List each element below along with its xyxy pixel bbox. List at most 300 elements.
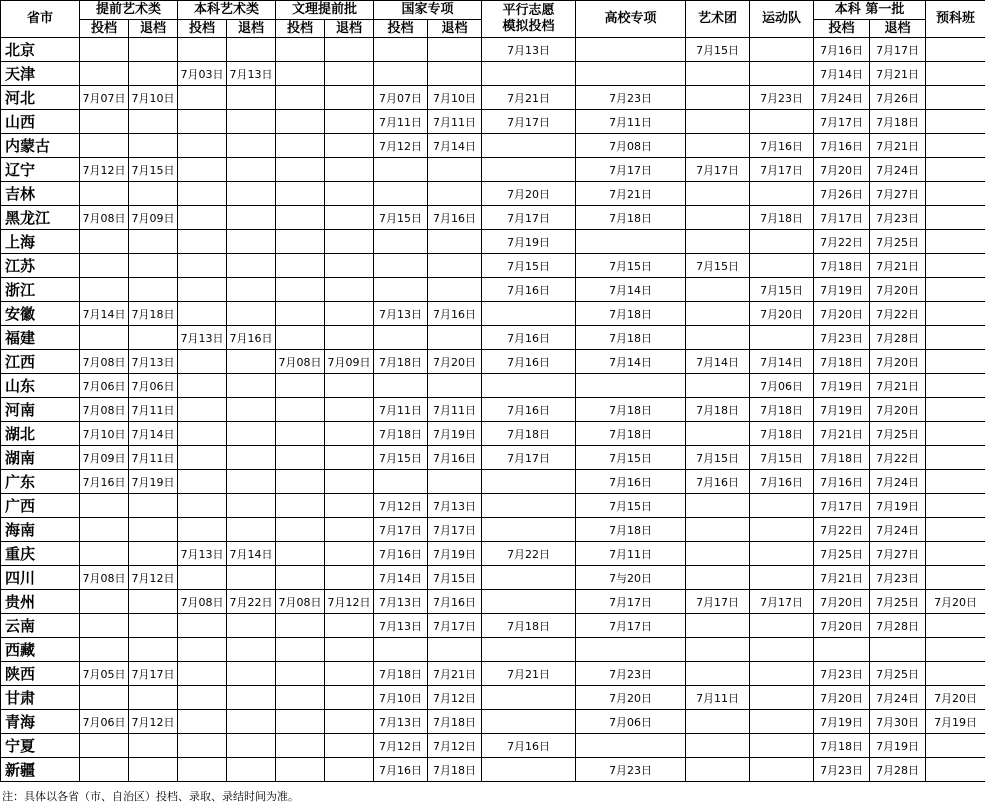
- date-cell: [686, 374, 750, 398]
- date-cell: [325, 326, 374, 350]
- province-cell: 宁夏: [1, 734, 80, 758]
- date-cell: [129, 686, 178, 710]
- header-liberal-early: 文理提前批: [276, 1, 374, 20]
- date-cell: [926, 758, 985, 782]
- date-cell: [129, 38, 178, 62]
- date-cell: 7月14日: [814, 62, 870, 86]
- date-cell: [178, 638, 227, 662]
- date-cell: 7月19日: [814, 374, 870, 398]
- date-cell: [686, 614, 750, 638]
- date-cell: 7月14日: [80, 302, 129, 326]
- date-cell: 7月12日: [325, 590, 374, 614]
- date-cell: [178, 350, 227, 374]
- date-cell: [276, 158, 325, 182]
- province-cell: 云南: [1, 614, 80, 638]
- date-cell: [178, 206, 227, 230]
- date-cell: [129, 230, 178, 254]
- header-college-special: 高校专项: [576, 1, 686, 38]
- header-art-troupe: 艺术团: [686, 1, 750, 38]
- date-cell: [227, 374, 276, 398]
- date-cell: 7月15日: [482, 254, 576, 278]
- date-cell: 7月17日: [129, 662, 178, 686]
- date-cell: 7月27日: [870, 542, 926, 566]
- date-cell: 7月21日: [482, 662, 576, 686]
- date-cell: [227, 446, 276, 470]
- date-cell: [325, 494, 374, 518]
- date-cell: [276, 686, 325, 710]
- date-cell: [178, 518, 227, 542]
- date-cell: 7月17日: [374, 518, 428, 542]
- province-cell: 天津: [1, 62, 80, 86]
- date-cell: 7月13日: [178, 326, 227, 350]
- date-cell: [814, 638, 870, 662]
- date-cell: 7月13日: [374, 710, 428, 734]
- date-cell: [227, 614, 276, 638]
- date-cell: [325, 398, 374, 422]
- subheader-submit: 投档: [814, 20, 870, 38]
- province-cell: 福建: [1, 326, 80, 350]
- date-cell: [576, 38, 686, 62]
- date-cell: [80, 230, 129, 254]
- date-cell: 7月08日: [80, 206, 129, 230]
- date-cell: [227, 182, 276, 206]
- table-row: [1, 158, 985, 182]
- table-row: [1, 662, 985, 686]
- date-cell: 7月11日: [576, 542, 686, 566]
- date-cell: 7月17日: [428, 614, 482, 638]
- date-cell: [926, 230, 985, 254]
- date-cell: [482, 62, 576, 86]
- date-cell: 7月21日: [870, 134, 926, 158]
- table-row: [1, 590, 985, 614]
- date-cell: 7月20日: [750, 302, 814, 326]
- province-cell: 上海: [1, 230, 80, 254]
- date-cell: [482, 638, 576, 662]
- header-prep: 预科班: [926, 1, 985, 38]
- date-cell: 7月16日: [428, 590, 482, 614]
- province-cell: 黑龙江: [1, 206, 80, 230]
- date-cell: [129, 326, 178, 350]
- date-cell: 7月16日: [482, 350, 576, 374]
- date-cell: [686, 230, 750, 254]
- province-cell: 西藏: [1, 638, 80, 662]
- date-cell: [325, 158, 374, 182]
- table-row: [1, 326, 985, 350]
- date-cell: 7月13日: [428, 494, 482, 518]
- date-cell: [325, 662, 374, 686]
- date-cell: [276, 206, 325, 230]
- date-cell: [80, 542, 129, 566]
- date-cell: 7月19日: [428, 542, 482, 566]
- date-cell: 7月06日: [80, 710, 129, 734]
- date-cell: [227, 638, 276, 662]
- date-cell: 7月06日: [129, 374, 178, 398]
- date-cell: [686, 206, 750, 230]
- date-cell: 7月28日: [870, 614, 926, 638]
- date-cell: 7月17日: [814, 110, 870, 134]
- date-cell: 7月15日: [750, 446, 814, 470]
- date-cell: 7月20日: [428, 350, 482, 374]
- date-cell: [750, 494, 814, 518]
- date-cell: [325, 422, 374, 446]
- date-cell: [926, 398, 985, 422]
- date-cell: 7月17日: [686, 158, 750, 182]
- date-cell: 7月17日: [576, 614, 686, 638]
- date-cell: 7月18日: [576, 206, 686, 230]
- date-cell: 7月18日: [428, 758, 482, 782]
- date-cell: [276, 182, 325, 206]
- date-cell: [325, 230, 374, 254]
- date-cell: 7月08日: [178, 590, 227, 614]
- date-cell: [178, 614, 227, 638]
- table-row: [1, 470, 985, 494]
- date-cell: [80, 494, 129, 518]
- date-cell: [276, 38, 325, 62]
- date-cell: [428, 278, 482, 302]
- header-art-early: 提前艺术类: [80, 1, 178, 20]
- date-cell: 7月18日: [129, 302, 178, 326]
- date-cell: 7月16日: [750, 470, 814, 494]
- date-cell: [325, 254, 374, 278]
- date-cell: [325, 710, 374, 734]
- date-cell: 7月21日: [428, 662, 482, 686]
- date-cell: [325, 374, 374, 398]
- date-cell: [178, 422, 227, 446]
- date-cell: [325, 638, 374, 662]
- date-cell: [276, 662, 325, 686]
- date-cell: 7月16日: [227, 326, 276, 350]
- date-cell: [227, 134, 276, 158]
- date-cell: 7月16日: [428, 206, 482, 230]
- date-cell: 7月21日: [482, 86, 576, 110]
- date-cell: [750, 686, 814, 710]
- date-cell: 7月25日: [870, 230, 926, 254]
- date-cell: [325, 542, 374, 566]
- date-cell: [750, 254, 814, 278]
- date-cell: 7月17日: [428, 518, 482, 542]
- date-cell: 7月15日: [129, 158, 178, 182]
- date-cell: [325, 758, 374, 782]
- table-row: [1, 350, 985, 374]
- table-row: [1, 566, 985, 590]
- date-cell: [227, 710, 276, 734]
- date-cell: 7月20日: [926, 686, 985, 710]
- date-cell: 7月18日: [576, 422, 686, 446]
- province-cell: 辽宁: [1, 158, 80, 182]
- date-cell: [750, 662, 814, 686]
- date-cell: [227, 758, 276, 782]
- date-cell: [325, 110, 374, 134]
- date-cell: [428, 254, 482, 278]
- date-cell: [129, 590, 178, 614]
- date-cell: [870, 638, 926, 662]
- date-cell: 7月18日: [814, 446, 870, 470]
- date-cell: [227, 662, 276, 686]
- date-cell: [276, 734, 325, 758]
- date-cell: 7月17日: [482, 446, 576, 470]
- date-cell: 7月21日: [870, 254, 926, 278]
- date-cell: 7月10日: [80, 422, 129, 446]
- date-cell: 7月11日: [686, 686, 750, 710]
- date-cell: 7月06日: [80, 374, 129, 398]
- date-cell: 7月12日: [374, 134, 428, 158]
- province-cell: 内蒙古: [1, 134, 80, 158]
- date-cell: 7月24日: [870, 518, 926, 542]
- date-cell: [750, 734, 814, 758]
- date-cell: [276, 110, 325, 134]
- table-row: [1, 398, 985, 422]
- date-cell: 7月10日: [129, 86, 178, 110]
- date-cell: 7月12日: [129, 566, 178, 590]
- province-cell: 湖南: [1, 446, 80, 470]
- date-cell: 7月16日: [814, 38, 870, 62]
- date-cell: 7月16日: [482, 398, 576, 422]
- date-cell: 7月20日: [870, 278, 926, 302]
- date-cell: 7月15日: [686, 254, 750, 278]
- date-cell: 7与20日: [576, 566, 686, 590]
- date-cell: [428, 326, 482, 350]
- date-cell: [276, 638, 325, 662]
- date-cell: 7月09日: [80, 446, 129, 470]
- date-cell: [576, 230, 686, 254]
- date-cell: 7月23日: [576, 758, 686, 782]
- date-cell: 7月20日: [870, 350, 926, 374]
- date-cell: 7月17日: [814, 494, 870, 518]
- date-cell: 7月20日: [814, 158, 870, 182]
- date-cell: [374, 278, 428, 302]
- date-cell: 7月16日: [814, 470, 870, 494]
- table-row: [1, 302, 985, 326]
- date-cell: [374, 38, 428, 62]
- date-cell: 7月27日: [870, 182, 926, 206]
- province-cell: 陕西: [1, 662, 80, 686]
- date-cell: 7月20日: [926, 590, 985, 614]
- date-cell: [686, 758, 750, 782]
- date-cell: 7月25日: [870, 422, 926, 446]
- date-cell: [482, 518, 576, 542]
- province-cell: 广东: [1, 470, 80, 494]
- date-cell: [80, 614, 129, 638]
- date-cell: [276, 614, 325, 638]
- date-cell: 7月13日: [129, 350, 178, 374]
- date-cell: 7月20日: [814, 302, 870, 326]
- date-cell: 7月14日: [227, 542, 276, 566]
- date-cell: [686, 710, 750, 734]
- date-cell: [80, 590, 129, 614]
- date-cell: 7月22日: [227, 590, 276, 614]
- date-cell: 7月18日: [870, 110, 926, 134]
- date-cell: 7月16日: [686, 470, 750, 494]
- table-row: [1, 230, 985, 254]
- date-cell: [276, 422, 325, 446]
- date-cell: 7月20日: [870, 398, 926, 422]
- date-cell: 7月12日: [129, 710, 178, 734]
- date-cell: 7月22日: [814, 230, 870, 254]
- date-cell: [926, 110, 985, 134]
- date-cell: 7月13日: [227, 62, 276, 86]
- subheader-return: 退档: [129, 20, 178, 38]
- date-cell: 7月19日: [814, 398, 870, 422]
- header-parallel-line1: 平行志愿: [502, 3, 555, 18]
- date-cell: [576, 734, 686, 758]
- date-cell: [686, 182, 750, 206]
- date-cell: 7月18日: [428, 710, 482, 734]
- date-cell: [276, 374, 325, 398]
- date-cell: 7月08日: [80, 398, 129, 422]
- date-cell: [926, 542, 985, 566]
- date-cell: [926, 374, 985, 398]
- date-cell: 7月28日: [870, 326, 926, 350]
- date-cell: 7月20日: [576, 686, 686, 710]
- date-cell: 7月22日: [870, 302, 926, 326]
- date-cell: 7月13日: [178, 542, 227, 566]
- date-cell: 7月21日: [870, 374, 926, 398]
- date-cell: 7月10日: [428, 86, 482, 110]
- date-cell: 7月14日: [576, 278, 686, 302]
- date-cell: [325, 86, 374, 110]
- date-cell: 7月24日: [870, 470, 926, 494]
- header-national-special: 国家专项: [374, 1, 482, 20]
- table-row: [1, 614, 985, 638]
- date-cell: [129, 182, 178, 206]
- date-cell: 7月16日: [814, 134, 870, 158]
- date-cell: 7月21日: [814, 422, 870, 446]
- province-cell: 重庆: [1, 542, 80, 566]
- date-cell: [750, 758, 814, 782]
- date-cell: 7月19日: [482, 230, 576, 254]
- date-cell: 7月25日: [870, 590, 926, 614]
- date-cell: 7月20日: [482, 182, 576, 206]
- date-cell: 7月28日: [870, 758, 926, 782]
- header-parallel-line2: 模拟投档: [502, 19, 555, 34]
- date-cell: [428, 230, 482, 254]
- date-cell: [750, 230, 814, 254]
- date-cell: [926, 158, 985, 182]
- date-cell: 7月16日: [750, 134, 814, 158]
- date-cell: [178, 182, 227, 206]
- date-cell: [686, 542, 750, 566]
- date-cell: [325, 206, 374, 230]
- date-cell: 7月06日: [576, 710, 686, 734]
- date-cell: [276, 518, 325, 542]
- date-cell: [482, 566, 576, 590]
- date-cell: [374, 182, 428, 206]
- date-cell: 7月17日: [576, 590, 686, 614]
- table-row: [1, 542, 985, 566]
- subheader-return: 退档: [325, 20, 374, 38]
- date-cell: [227, 350, 276, 374]
- date-cell: [129, 542, 178, 566]
- table-row: [1, 110, 985, 134]
- date-cell: [686, 494, 750, 518]
- subheader-return: 退档: [227, 20, 276, 38]
- date-cell: [926, 494, 985, 518]
- date-cell: [178, 710, 227, 734]
- date-cell: 7月14日: [576, 350, 686, 374]
- date-cell: 7月09日: [129, 206, 178, 230]
- date-cell: [926, 734, 985, 758]
- table-row: [1, 374, 985, 398]
- date-cell: [227, 110, 276, 134]
- table-row: [1, 446, 985, 470]
- date-cell: [325, 734, 374, 758]
- date-cell: [129, 638, 178, 662]
- date-cell: 7月19日: [814, 710, 870, 734]
- province-cell: 吉林: [1, 182, 80, 206]
- date-cell: [482, 494, 576, 518]
- header-art-undergrad: 本科艺术类: [178, 1, 276, 20]
- date-cell: 7月18日: [576, 518, 686, 542]
- table-row: [1, 38, 985, 62]
- date-cell: [325, 134, 374, 158]
- date-cell: [374, 158, 428, 182]
- date-cell: 7月14日: [428, 134, 482, 158]
- date-cell: [374, 374, 428, 398]
- date-cell: [374, 470, 428, 494]
- date-cell: [178, 254, 227, 278]
- date-cell: [129, 62, 178, 86]
- date-cell: 7月18日: [750, 206, 814, 230]
- date-cell: [686, 86, 750, 110]
- date-cell: 7月18日: [750, 422, 814, 446]
- date-cell: [926, 662, 985, 686]
- date-cell: [686, 518, 750, 542]
- date-cell: 7月12日: [80, 158, 129, 182]
- date-cell: [227, 38, 276, 62]
- date-cell: [178, 374, 227, 398]
- date-cell: 7月21日: [814, 566, 870, 590]
- date-cell: 7月19日: [870, 494, 926, 518]
- date-cell: 7月15日: [686, 38, 750, 62]
- province-cell: 山东: [1, 374, 80, 398]
- date-cell: [325, 470, 374, 494]
- date-cell: [178, 446, 227, 470]
- date-cell: [178, 86, 227, 110]
- date-cell: 7月15日: [374, 446, 428, 470]
- date-cell: 7月12日: [428, 734, 482, 758]
- date-cell: [325, 566, 374, 590]
- date-cell: 7月16日: [374, 758, 428, 782]
- date-cell: [276, 254, 325, 278]
- date-cell: 7月16日: [482, 278, 576, 302]
- date-cell: [926, 566, 985, 590]
- subheader-submit: 投档: [276, 20, 325, 38]
- date-cell: [576, 374, 686, 398]
- date-cell: 7月13日: [482, 38, 576, 62]
- date-cell: 7月16日: [374, 542, 428, 566]
- province-cell: 湖北: [1, 422, 80, 446]
- table-row: [1, 422, 985, 446]
- date-cell: [227, 254, 276, 278]
- date-cell: 7月17日: [750, 158, 814, 182]
- date-cell: [926, 62, 985, 86]
- date-cell: [276, 302, 325, 326]
- date-cell: [374, 62, 428, 86]
- date-cell: [750, 326, 814, 350]
- date-cell: [576, 62, 686, 86]
- date-cell: [686, 638, 750, 662]
- date-cell: [374, 638, 428, 662]
- date-cell: [227, 566, 276, 590]
- date-cell: [926, 446, 985, 470]
- date-cell: 7月17日: [482, 110, 576, 134]
- table-row: [1, 758, 985, 782]
- date-cell: [482, 710, 576, 734]
- date-cell: [276, 566, 325, 590]
- date-cell: 7月18日: [482, 422, 576, 446]
- date-cell: 7月11日: [374, 110, 428, 134]
- date-cell: [227, 398, 276, 422]
